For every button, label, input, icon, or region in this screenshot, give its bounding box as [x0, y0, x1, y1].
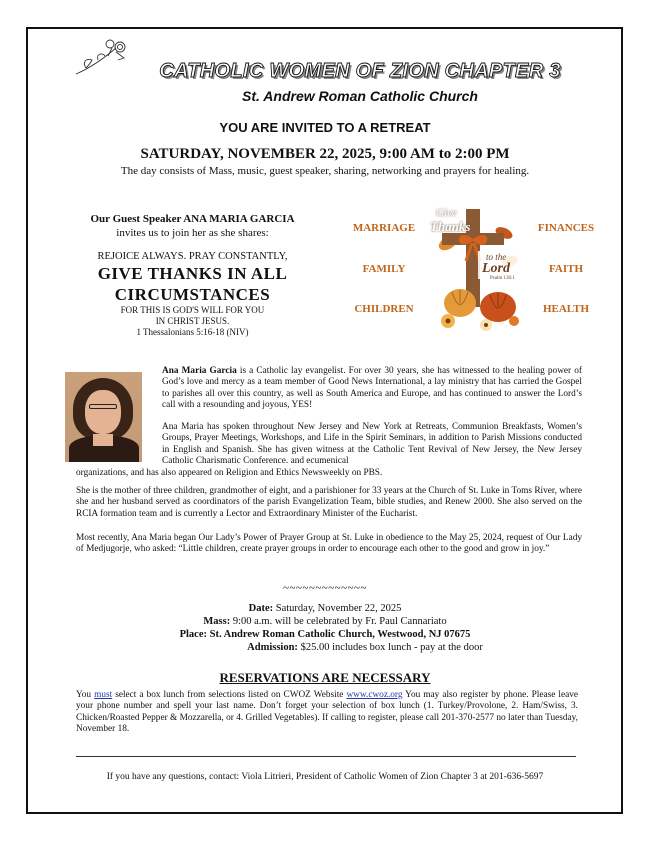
graphic-thanks: Thanks: [430, 219, 471, 234]
speaker-photo: [65, 372, 142, 462]
footer-contact: If you have any questions, contact: Viola Litrieri, President of Catholic Women of Zion Chapter 3 at 201-636-5697: [106, 772, 544, 782]
church-subtitle: St. Andrew Roman Catholic Church: [242, 88, 478, 104]
organization-title: CATHOLIC WOMEN OF ZION CHAPTER 3: [159, 60, 561, 82]
graphic-to-the: to the: [486, 252, 507, 262]
rejoice-line: REJOICE ALWAYS. PRAY CONSTANTLY,: [97, 251, 288, 262]
mass-value: 9:00 a.m. will be celebrated by Fr. Paul Cannariato: [232, 616, 447, 627]
cwoz-website-link[interactable]: www.cwoz.org: [346, 690, 403, 700]
res-text-1: select a box lunch from selections listed on CWOZ Website: [112, 690, 347, 700]
graphic-psalm: Psalm 136:1: [490, 276, 515, 281]
topic-children: CHILDREN: [354, 303, 414, 315]
res-you: You: [76, 690, 95, 700]
topic-finances: FINANCES: [537, 222, 595, 234]
day-description: The day consists of Mass, music, guest speaker, sharing, networking and prayers for healing.: [120, 165, 530, 177]
give-thanks-graphic: [428, 203, 522, 335]
res-must: must: [94, 690, 113, 700]
event-date-headline: SATURDAY, NOVEMBER 22, 2025, 9:00 AM to 2:00 PM: [140, 146, 510, 162]
bio-paragraph-2-end: organizations, and has also appeared on Religion and Ethics Newsweekly on PBS.: [76, 468, 383, 478]
event-details: [0, 602, 650, 654]
place-label: Place:: [179, 629, 207, 640]
topic-faith: FAITH: [548, 263, 584, 275]
separator: ~~~~~~~~~~~~~: [283, 582, 367, 594]
theme-line-2: CIRCUMSTANCES: [114, 285, 271, 304]
date-value: Saturday, November 22, 2025: [275, 603, 402, 614]
verse-line-1: FOR THIS IS GOD'S WILL FOR YOU: [120, 305, 265, 315]
speaker-name: Ana Maria Garcia: [162, 366, 237, 376]
verse-citation: 1 Thessalonians 5:16-18 (NIV): [136, 327, 249, 337]
bio-paragraph-4: Most recently, Ana Maria began Our Lady’s Power of Prayer Group at St. Luke in obedience to the May 25, 2024, request of Our Lady of Medjugorje, who asked: “Little children, create prayer groups in order to encourage each other to the good and grow in joy.”: [76, 533, 582, 555]
theme-line-1: GIVE THANKS IN ALL: [97, 264, 288, 283]
graphic-lord: Lord: [482, 261, 510, 276]
topic-marriage: MARRIAGE: [352, 222, 416, 234]
place-value: St. Andrew Roman Catholic Church, Westwood, NJ 07675: [209, 629, 471, 640]
bio-p1-text: is a Catholic lay evangelist. For over 30 years, she has witnessed to the healing power of God’s love and mercy as a team member of Good News International, a lay ministry that has carried the Gospel to parishes all over this country, as well as South America and Europe, and has continued to answer the Lord’s call with a resounding and joyous, YES!: [162, 366, 582, 410]
topic-health: HEALTH: [542, 303, 590, 315]
footer-divider: [76, 756, 576, 757]
verse-line-2: IN CHRIST JESUS.: [155, 316, 230, 326]
res-text-2: You may also register by phone. Please leave your phone number and spell your last name. Don’t forget your selection of box lunch (1. Turkey/Provolone, 2. Ham/Swiss, 3. Chicken/Roasted Pepper & Mozzarella, or 4. Grilled Vegetables). If calling to register, please call 201-370-2577 no later than Tuesday, November 18.: [76, 690, 579, 734]
reservations-text: [76, 690, 578, 735]
admission-label: Admission:: [247, 642, 298, 653]
graphic-give: Give: [436, 207, 457, 219]
mass-label: Mass:: [203, 616, 231, 627]
reservations-heading: RESERVATIONS ARE NECESSARY: [219, 670, 431, 685]
speaker-invite: invites us to join her as she shares:: [116, 227, 269, 239]
bio-paragraph-1: [162, 366, 582, 411]
speaker-intro: Our Guest Speaker ANA MARIA GARCIA: [90, 213, 295, 225]
invite-heading: YOU ARE INVITED TO A RETREAT: [219, 120, 431, 135]
bio-paragraph-2: Ana Maria has spoken throughout New Jersey and New York at Retreats, Communion Breakfasts, Women’s Groups, Prayer Meetings, Workshops, and Life in the Spirit Seminars, in addition to Parish Missions conducted in English and Spanish. She has given witness at the Catholic Tent Revival of New Jersey, the New Jersey Catholic Charismatic Conference. and ecumenical: [162, 422, 582, 466]
topic-family: FAMILY: [362, 263, 406, 275]
admission-value: $25.00 includes box lunch - pay at the door: [300, 642, 483, 653]
bio-paragraph-3: She is the mother of three children, grandmother of eight, and a parishioner for 33 years at the Church of St. Luke in Toms River, where she and her husband served as coordinators of the parish Evangelization Team, bible studies, and Renew 2000. She also served on the RCIA formation team and is currently a Lector and Extraordinary Minister of the Eucharist.: [76, 486, 582, 519]
date-label: Date:: [248, 603, 274, 614]
